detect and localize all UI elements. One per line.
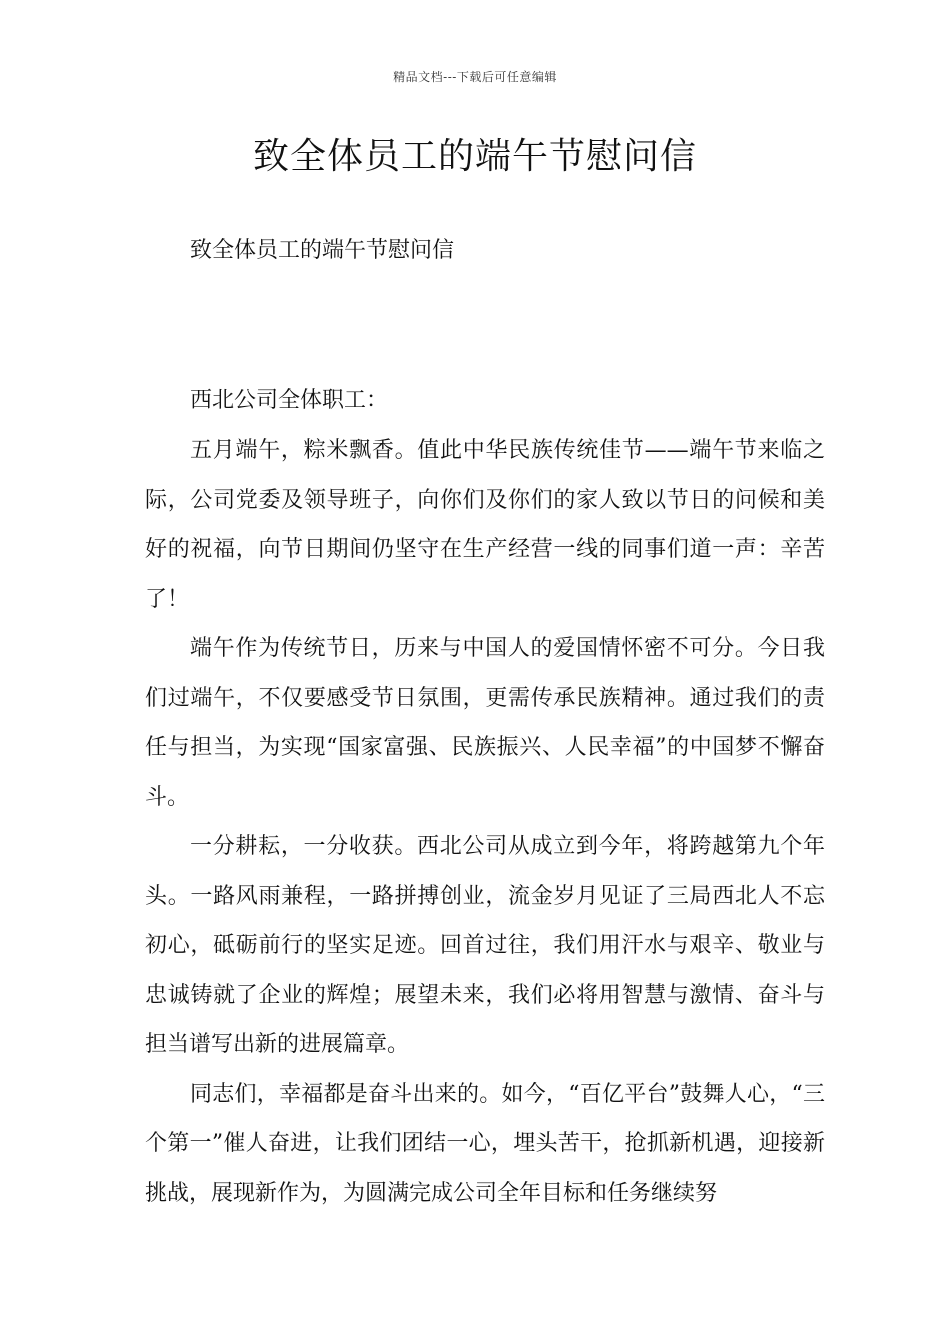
document-title: 致全体员工的端午节慰问信 [252,136,697,177]
paragraph-1: 五月端午，粽米飘香。值此中华民族传统佳节——端午节来临之际，公司党委及领导班子，向你们及你们的家人致以节日的问候和美好的祝福，向节日期间仍坚守在生产经营一线的同事们道一声：辛苦了！ [145,438,825,612]
paragraph-3: 一分耕耘，一分收获。西北公司从成立到今年，将跨越第九个年头。一路风雨兼程，一路拼搏创业，流金岁月见证了三局西北人不忘初心，砥砺前行的坚实足迹。回首过往，我们用汗水与艰辛、敬业与忠诚铸就了企业的辉煌；展望未来，我们必将用智慧与激情、奋斗与担当谱写出新的进展篇章。 [145,834,825,1057]
document-subtitle: 致全体员工的端午节慰问信 [190,238,455,263]
paragraph-4: 同志们，幸福都是奋斗出来的。如今，“百亿平台”鼓舞人心，“三个第一”催人奋进，让我们团结一心，埋头苦干，抢抓新机遇，迎接新挑战，展现新作为，为圆满完成公司全年目标和任务继续努 [145,1081,825,1206]
letter-body [145,426,825,1218]
header-note: 精品文档---下载后可任意编辑 [393,70,557,84]
paragraph-2: 端午作为传统节日，历来与中国人的爱国情怀密不可分。今日我们过端午，不仅要感受节日氛围，更需传承民族精神。通过我们的责任与担当，为实现“国家富强、民族振兴、人民幸福”的中国梦不懈奋斗。 [145,636,825,810]
salutation: 西北公司全体职工： [190,388,389,413]
